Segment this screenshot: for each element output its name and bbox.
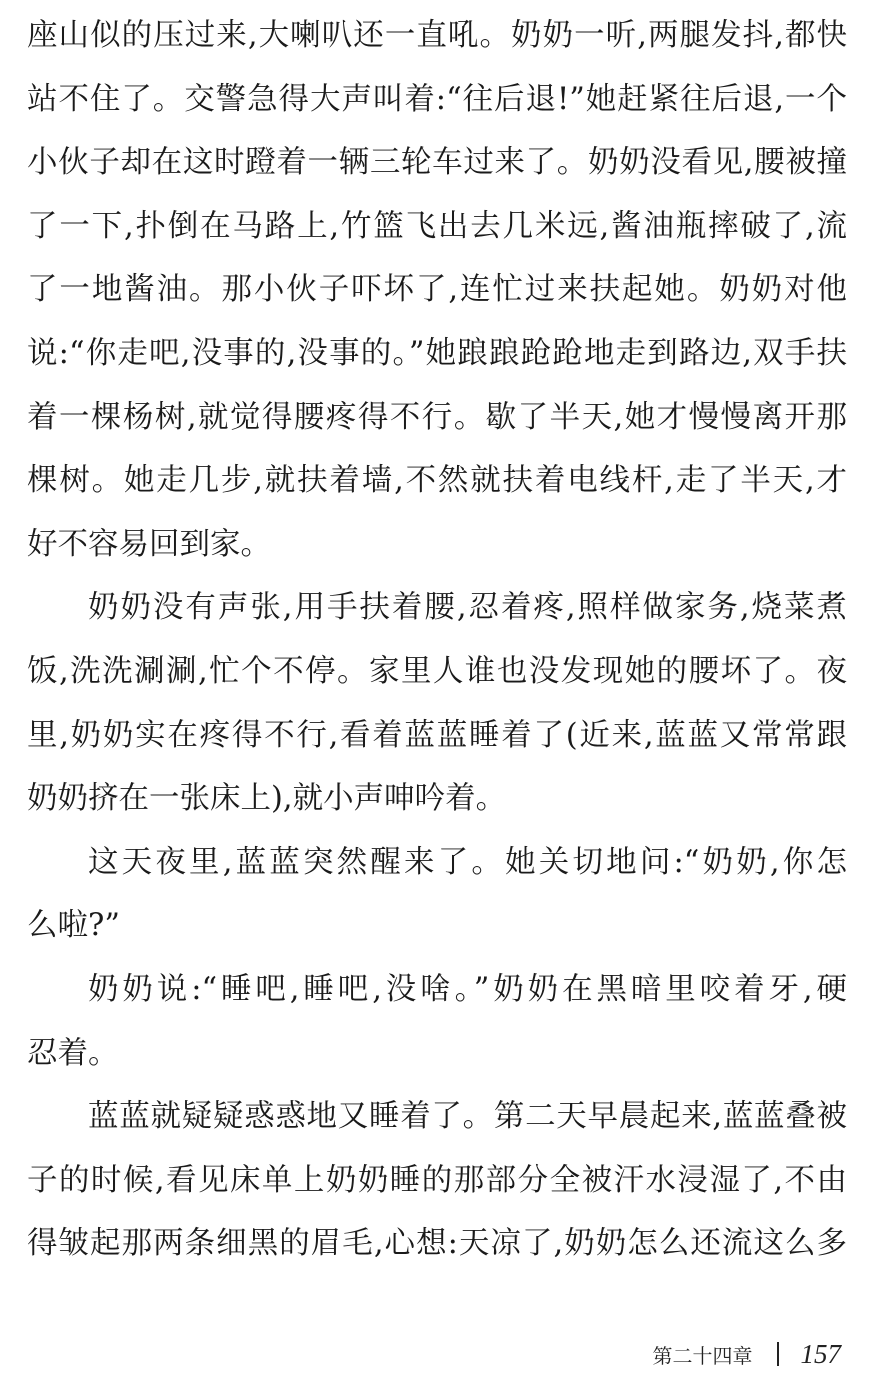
text-line: 了一地酱油。那小伙子吓坏了,连忙过来扶起她。奶奶对他 [27,272,847,308]
text-body [27,4,847,1276]
text-line: 忍着。 [27,1035,119,1071]
text-line: 好不容易回到家。 [27,526,271,562]
text-line: 棵树。她走几步,就扶着墙,不然就扶着电线杆,走了半天,才 [27,463,847,499]
page-footer [653,1334,842,1374]
text-line: 座山似的压过来,大喇叭还一直吼。奶奶一听,两腿发抖,都快 [27,18,847,53]
chapter-title: 第二十四章 [652,1343,753,1368]
text-line: 小伙子却在这时蹬着一辆三轮车过来了。奶奶没看见,腰被撞 [27,145,847,181]
text-line: 奶奶挤在一张床上),就小声呻吟着。 [27,781,507,817]
text-line: 蓝蓝就疑疑惑惑地又睡着了。第二天早晨起来,蓝蓝叠被 [88,1099,847,1135]
text-line: 了一下,扑倒在马路上,竹篮飞出去几米远,酱油瓶摔破了,流 [27,208,847,244]
text-line: 说:“你走吧,没事的,没事的。”她踉踉跄跄地走到路边,双手扶 [27,335,847,371]
text-line: 奶奶说:“睡吧,睡吧,没啥。”奶奶在黑暗里咬着牙,硬 [88,971,847,1007]
text-line: 着一棵杨树,就觉得腰疼得不行。歇了半天,她才慢慢离开那 [27,399,847,435]
text-line: 奶奶没有声张,用手扶着腰,忍着疼,照样做家务,烧菜煮 [88,590,847,626]
text-line: 饭,洗洗涮涮,忙个不停。家里人谁也没发现她的腰坏了。夜 [27,653,847,689]
text-line: 这天夜里,蓝蓝突然醒来了。她关切地问:“奶奶,你怎 [88,844,847,880]
page-number: 157 [800,1338,841,1369]
text-line: 子的时候,看见床单上奶奶睡的那部分全被汗水浸湿了,不由 [27,1162,847,1198]
text-line: 么啦?” [27,908,120,944]
text-line: 得皱起那两条细黑的眉毛,心想:天凉了,奶奶怎么还流这么多 [27,1226,847,1262]
footer-divider [777,1342,779,1366]
text-line: 站不住了。交警急得大声叫着:“往后退!”她赶紧往后退,一个 [27,81,847,117]
text-line: 里,奶奶实在疼得不行,看着蓝蓝睡着了(近来,蓝蓝又常常跟 [27,717,847,753]
